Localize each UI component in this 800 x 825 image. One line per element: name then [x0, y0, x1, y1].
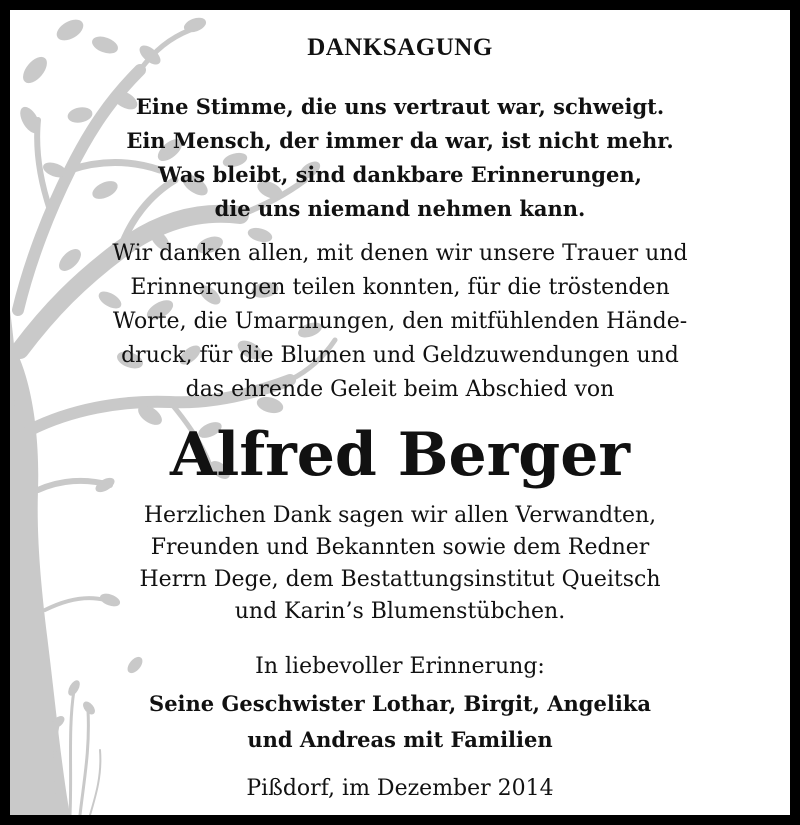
deceased-name: Alfred Berger — [169, 420, 631, 490]
verse-line: die uns niemand nehmen kann. — [214, 196, 586, 221]
thanks-line: Wir danken allen, mit denen wir unsere Trauer und — [112, 241, 688, 266]
acknowledgement-line: Herrn Dege, dem Bestattungsinstitut Queitsch — [139, 567, 661, 592]
verse-line: Eine Stimme, die uns vertraut war, schweigt. — [135, 94, 665, 119]
thanks-line: Worte, die Umarmungen, den mitfühlenden Hände- — [112, 309, 688, 334]
notice-heading: DANKSAGUNG — [307, 34, 493, 61]
acknowledgement-line: Freunden und Bekannten sowie dem Redner — [150, 535, 650, 560]
thanks-line: Erinnerungen teilen konnten, für die tröstenden — [130, 275, 670, 300]
thanks-line: das ehrende Geleit beim Abschied von — [185, 377, 615, 402]
family-line: Seine Geschwister Lothar, Birgit, Angelika — [149, 691, 651, 716]
place-date: Pißdorf, im Dezember 2014 — [246, 776, 554, 801]
notice-content — [10, 10, 790, 815]
thanks-line: druck, für die Blumen und Geldzuwendungen und — [121, 343, 679, 368]
verse-line: Was bleibt, sind dankbare Erinnerungen, — [158, 162, 642, 187]
acknowledgement-line: Herzlichen Dank sagen wir allen Verwandten, — [143, 503, 657, 528]
thanks-paragraph — [10, 237, 790, 407]
verse-block — [10, 90, 790, 226]
family-signature — [10, 686, 790, 758]
acknowledgement-paragraph — [10, 500, 790, 628]
verse-line: Ein Mensch, der immer da war, ist nicht mehr. — [126, 128, 674, 153]
memory-line: In liebevoller Erinnerung: — [255, 654, 545, 679]
acknowledgement-line: und Karin’s Blumenstübchen. — [234, 599, 566, 624]
family-line: und Andreas mit Familien — [247, 727, 553, 752]
